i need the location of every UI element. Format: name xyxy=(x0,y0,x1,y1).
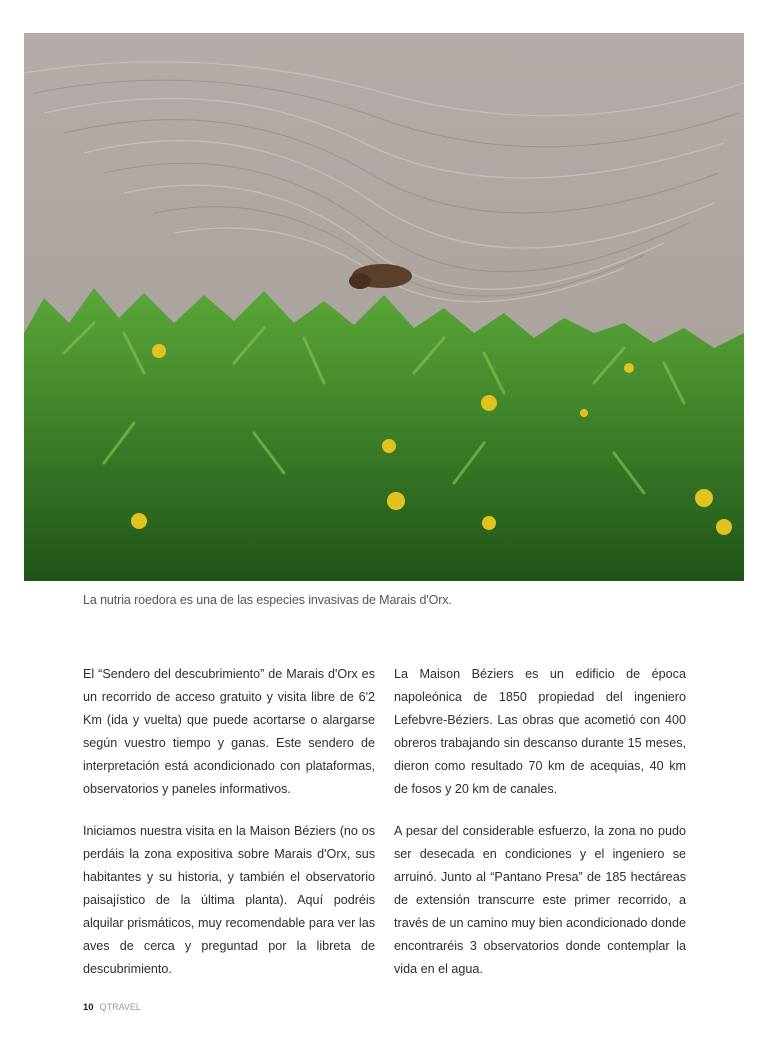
right-paragraph-2: A pesar del considerable esfuerzo, la zona no pudo ser desecada en condiciones y el ingeniero se arruinó. Junto al “Pantano Presa” de 185 hectáreas de extensión transcurre este primer recorrido, a través de un camino muy bien acondicionado donde encontraréis 3 observatorios donde contemplar la vida en el agua. xyxy=(394,824,686,976)
left-column xyxy=(83,663,375,1000)
magazine-name: QTRAVEL xyxy=(99,1002,141,1012)
page-footer xyxy=(83,1002,141,1013)
photo-caption: La nutria roedora es una de las especies invasivas de Marais d'Orx. xyxy=(83,593,452,607)
nutria-photo xyxy=(24,33,744,581)
right-column xyxy=(394,663,686,1000)
page-number: 10 xyxy=(83,1002,94,1013)
nutria-photo-illustration xyxy=(24,33,744,581)
right-paragraph-1: La Maison Béziers es un edificio de época napoleónica de 1850 propiedad del ingeniero Lefebvre-Béziers. Las obras que acometió con 400 obreros trabajando sin descanso durante 15 meses, dieron como resultado 70 km de acequias, 40 km de fosos y 20 km de canales. xyxy=(394,667,686,796)
left-paragraph-2: Iniciamos nuestra visita en la Maison Béziers (no os perdáis la zona expositiva sobre Marais d'Orx, sus habitantes y su historia, y también el observatorio paisajístico de la última planta). Aquí podréis alquilar prismáticos, muy recomendable para ver las aves de cerca y preguntad por la libreta de descubrimiento. xyxy=(83,824,375,976)
left-paragraph-1: El “Sendero del descubrimiento” de Marais d'Orx es un recorrido de acceso gratuito y visita libre de 6'2 Km (ida y vuelta) que puede acortarse o alargarse según vuestro tiempo y ganas. Este sendero de interpretación está acondicionado con plataformas, observatorios y paneles informativos. xyxy=(83,667,375,796)
